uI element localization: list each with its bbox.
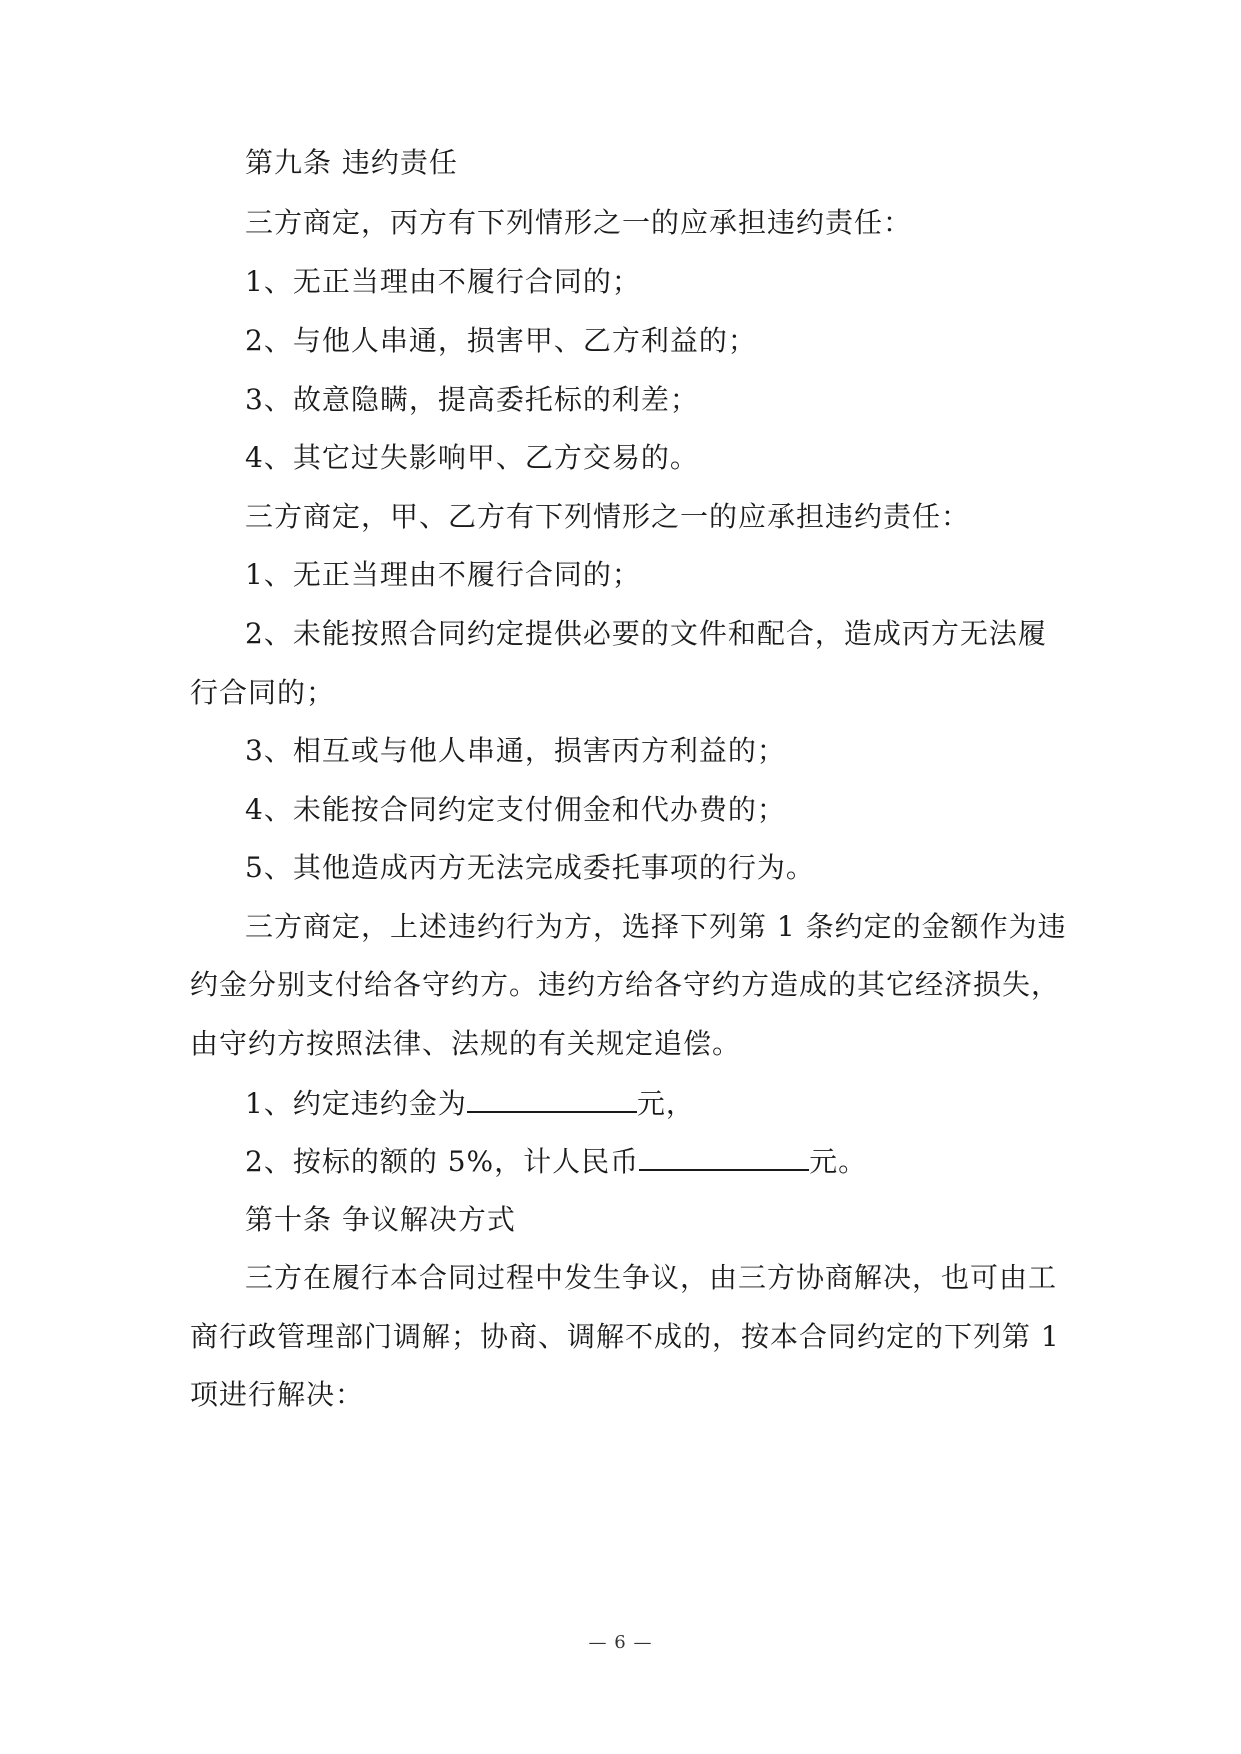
list-item: 4、未能按合同约定支付佣金和代办费的；	[245, 793, 786, 826]
article-9-heading: 第九条 违约责任	[245, 146, 458, 179]
penalty-amount-blank[interactable]	[467, 1085, 637, 1113]
penalty-option-1	[245, 1085, 1060, 1122]
list-item: 4、其它过失影响甲、乙方交易的。	[245, 441, 699, 474]
list-item: 2、未能按照合同约定提供必要的文件和配合，造成丙方无法履	[245, 617, 1047, 650]
paragraph-dispute: 三方在履行本合同过程中发生争议，由三方协商解决，也可由工	[245, 1261, 1058, 1294]
paragraph-dispute-continuation: 项进行解决：	[190, 1378, 365, 1411]
rmb-amount-blank[interactable]	[639, 1143, 809, 1171]
list-item: 1、无正当理由不履行合同的；	[245, 265, 641, 298]
penalty-option-2	[245, 1143, 1060, 1180]
paragraph-penalty-continuation: 由守约方按照法律、法规的有关规定追偿。	[190, 1027, 742, 1060]
paragraph-penalty: 三方商定，上述违约行为方，选择下列第 1 条约定的金额作为违	[245, 910, 1067, 943]
list-item: 5、其他造成丙方无法完成委托事项的行为。	[245, 851, 815, 884]
penalty-option-2-suffix: 元。	[809, 1145, 868, 1178]
list-item: 1、无正当理由不履行合同的；	[245, 558, 641, 591]
page-number: — 6 —	[588, 1632, 653, 1653]
list-item-continuation: 行合同的；	[190, 676, 336, 709]
list-item: 3、故意隐瞒，提高委托标的利差；	[245, 383, 699, 416]
penalty-option-1-suffix: 元，	[636, 1087, 695, 1120]
penalty-option-1-prefix: 1、约定违约金为	[245, 1087, 467, 1120]
list-item: 2、与他人串通，损害甲、乙方利益的；	[245, 324, 757, 357]
paragraph-ab-liability: 三方商定，甲、乙方有下列情形之一的应承担违约责任：	[245, 500, 971, 533]
paragraph-c-liability: 三方商定，丙方有下列情形之一的应承担违约责任：	[245, 206, 913, 239]
article-10-heading: 第十条 争议解决方式	[245, 1203, 516, 1236]
list-item: 3、相互或与他人串通，损害丙方利益的；	[245, 734, 786, 767]
paragraph-dispute-continuation: 商行政管理部门调解；协商、调解不成的，按本合同约定的下列第 1	[190, 1320, 1060, 1353]
paragraph-penalty-continuation: 约金分别支付给各守约方。违约方给各守约方造成的其它经济损失，	[190, 968, 1061, 1001]
penalty-option-2-prefix: 2、按标的额的 5%，计人民币	[245, 1145, 640, 1178]
